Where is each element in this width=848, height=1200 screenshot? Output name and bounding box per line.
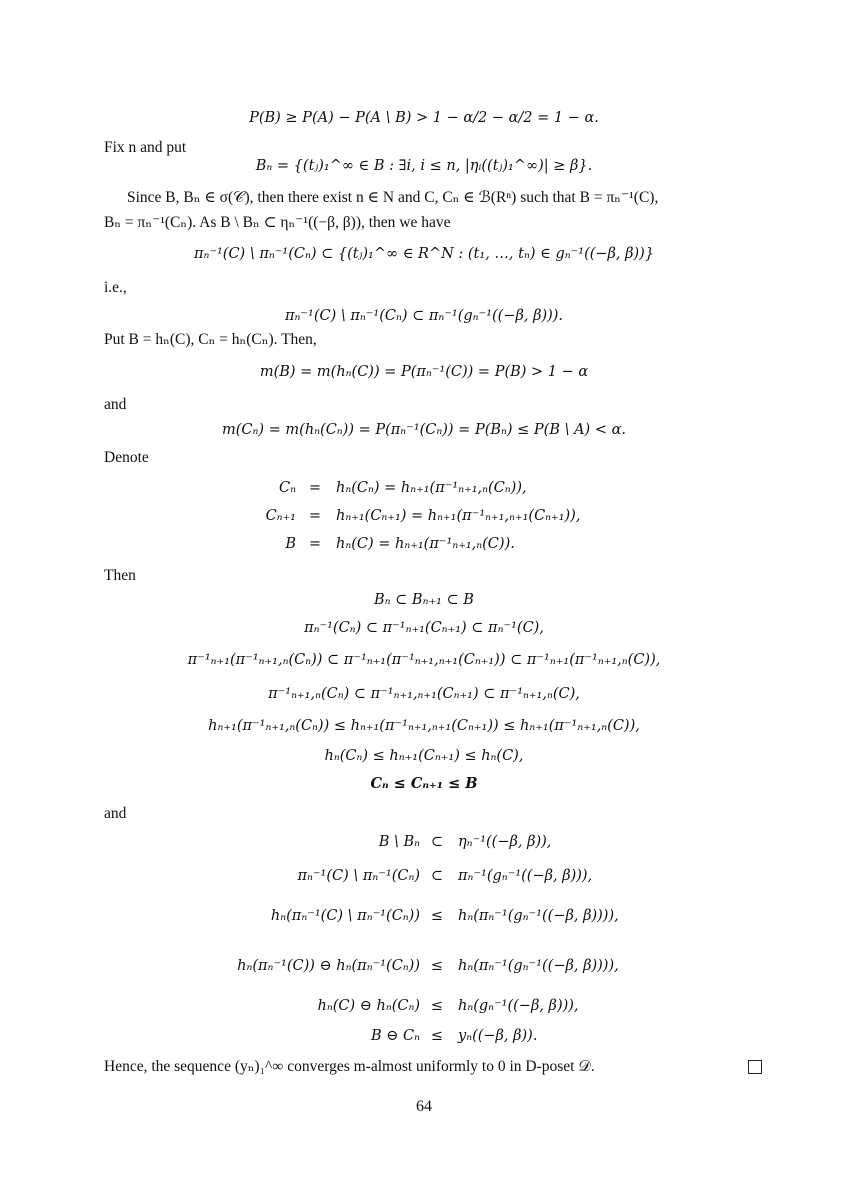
and-rhs: hₙ(gₙ⁻¹((−β, β))), [458, 998, 579, 1014]
text-ie: i.e., [104, 279, 127, 296]
then-eq-1: Bₙ ⊂ Bₙ₊₁ ⊂ B [374, 592, 474, 608]
equation-pb: P(B) ≥ P(A) − P(A \ B) > 1 − α/2 − α/2 = 1 − α. [249, 110, 599, 126]
and-rhs: πₙ⁻¹(gₙ⁻¹((−β, β))), [458, 868, 593, 884]
denote-lhs: Cₙ [279, 480, 296, 496]
equation-pi-inclusion: πₙ⁻¹(C) \ πₙ⁻¹(Cₙ) ⊂ {(tⱼ)₁^∞ ∈ R^N : (t₁, …, tₙ) ∈ gₙ⁻¹((−β, β))} [193, 246, 655, 262]
denote-rhs: hₙ(C) = hₙ₊₁(π⁻¹ₙ₊₁,ₙ(C)). [336, 536, 515, 552]
and-lhs: πₙ⁻¹(C) \ πₙ⁻¹(Cₙ) [297, 868, 420, 884]
then-eq-4: π⁻¹ₙ₊₁,ₙ(Cₙ) ⊂ π⁻¹ₙ₊₁,ₙ₊₁(Cₙ₊₁) ⊂ π⁻¹ₙ₊₁,ₙ(C), [268, 686, 580, 702]
denote-lhs: B [285, 536, 296, 552]
denote-rel: = [308, 508, 322, 524]
text-and-2: and [104, 805, 127, 822]
then-eq-5: hₙ₊₁(π⁻¹ₙ₊₁,ₙ(Cₙ)) ≤ hₙ₊₁(π⁻¹ₙ₊₁,ₙ₊₁(Cₙ₊₁)) ≤ hₙ₊₁(π⁻¹ₙ₊₁,ₙ(C)), [208, 718, 640, 734]
and-rel: ⊂ [430, 868, 444, 884]
and-lhs: hₙ(πₙ⁻¹(C) \ πₙ⁻¹(Cₙ)) [270, 908, 420, 924]
and-rhs: ηₙ⁻¹((−β, β)), [458, 834, 552, 850]
denote-rel: = [308, 480, 322, 496]
equation-pi-g: πₙ⁻¹(C) \ πₙ⁻¹(Cₙ) ⊂ πₙ⁻¹(gₙ⁻¹((−β, β))). [284, 308, 564, 324]
and-lhs: hₙ(C) ⊖ hₙ(Cₙ) [317, 998, 420, 1014]
and-rel: ≤ [430, 1028, 444, 1044]
then-eq-6: hₙ(Cₙ) ≤ hₙ₊₁(Cₙ₊₁) ≤ hₙ(C), [324, 748, 524, 764]
and-rhs: hₙ(πₙ⁻¹(gₙ⁻¹((−β, β)))), [458, 908, 619, 924]
and-rhs: hₙ(πₙ⁻¹(gₙ⁻¹((−β, β)))), [458, 958, 619, 974]
denote-rhs: hₙ₊₁(Cₙ₊₁) = hₙ₊₁(π⁻¹ₙ₊₁,ₙ₊₁(Cₙ₊₁)), [336, 508, 581, 524]
text-since: Since B, Bₙ ∈ σ(𝒞), then there exist n ∈ N and C, Cₙ ∈ ℬ(Rⁿ) such that B = πₙ⁻¹(C), [127, 189, 659, 206]
qed-box [748, 1060, 762, 1074]
and-rel: ≤ [430, 998, 444, 1014]
equation-m-b: m(B) = m(hₙ(C)) = P(πₙ⁻¹(C)) = P(B) > 1 − α [259, 364, 589, 380]
text-conclusion: Hence, the sequence (yₙ)₁^∞ converges m-almost uniformly to 0 in D-poset 𝒟. [104, 1058, 595, 1075]
equation-m-cn: m(Cₙ) = m(hₙ(Cₙ)) = P(πₙ⁻¹(Cₙ)) = P(Bₙ) ≤ P(B \ A) < α. [222, 422, 626, 438]
equation-bn: Bₙ = {(tⱼ)₁^∞ ∈ B : ∃i, i ≤ n, |ηᵢ((tⱼ)₁^∞)| ≥ β}. [255, 158, 593, 174]
then-eq-3: π⁻¹ₙ₊₁(π⁻¹ₙ₊₁,ₙ(Cₙ)) ⊂ π⁻¹ₙ₊₁(π⁻¹ₙ₊₁,ₙ₊₁(Cₙ₊₁)) ⊂ π⁻¹ₙ₊₁(π⁻¹ₙ₊₁,ₙ(C)), [187, 652, 661, 668]
and-rel: ≤ [430, 908, 444, 924]
and-rel: ⊂ [430, 834, 444, 850]
text-bn-as: Bₙ = πₙ⁻¹(Cₙ). As B \ Bₙ ⊂ ηₙ⁻¹((−β, β)), then we have [104, 214, 451, 231]
denote-lhs: Cₙ₊₁ [265, 508, 296, 524]
text-then: Then [104, 567, 136, 584]
text-denote: Denote [104, 449, 149, 466]
denote-rel: = [308, 536, 322, 552]
text-and-1: and [104, 396, 127, 413]
and-rel: ≤ [430, 958, 444, 974]
and-lhs: B ⊖ Cₙ [371, 1028, 420, 1044]
text-fix-n: Fix n and put [104, 139, 187, 156]
denote-rhs: hₙ(Cₙ) = hₙ₊₁(π⁻¹ₙ₊₁,ₙ(Cₙ)), [336, 480, 527, 496]
and-lhs: hₙ(πₙ⁻¹(C)) ⊖ hₙ(πₙ⁻¹(Cₙ)) [237, 958, 420, 974]
then-eq-7: Cₙ ≤ Cₙ₊₁ ≤ B [370, 775, 478, 792]
page-number: 64 [416, 1098, 432, 1115]
and-lhs: B \ Bₙ [378, 834, 420, 850]
then-eq-2: πₙ⁻¹(Cₙ) ⊂ π⁻¹ₙ₊₁(Cₙ₊₁) ⊂ πₙ⁻¹(C), [304, 620, 544, 636]
and-rhs: yₙ((−β, β)). [458, 1028, 538, 1044]
text-put-b: Put B = hₙ(C), Cₙ = hₙ(Cₙ). Then, [104, 331, 317, 348]
